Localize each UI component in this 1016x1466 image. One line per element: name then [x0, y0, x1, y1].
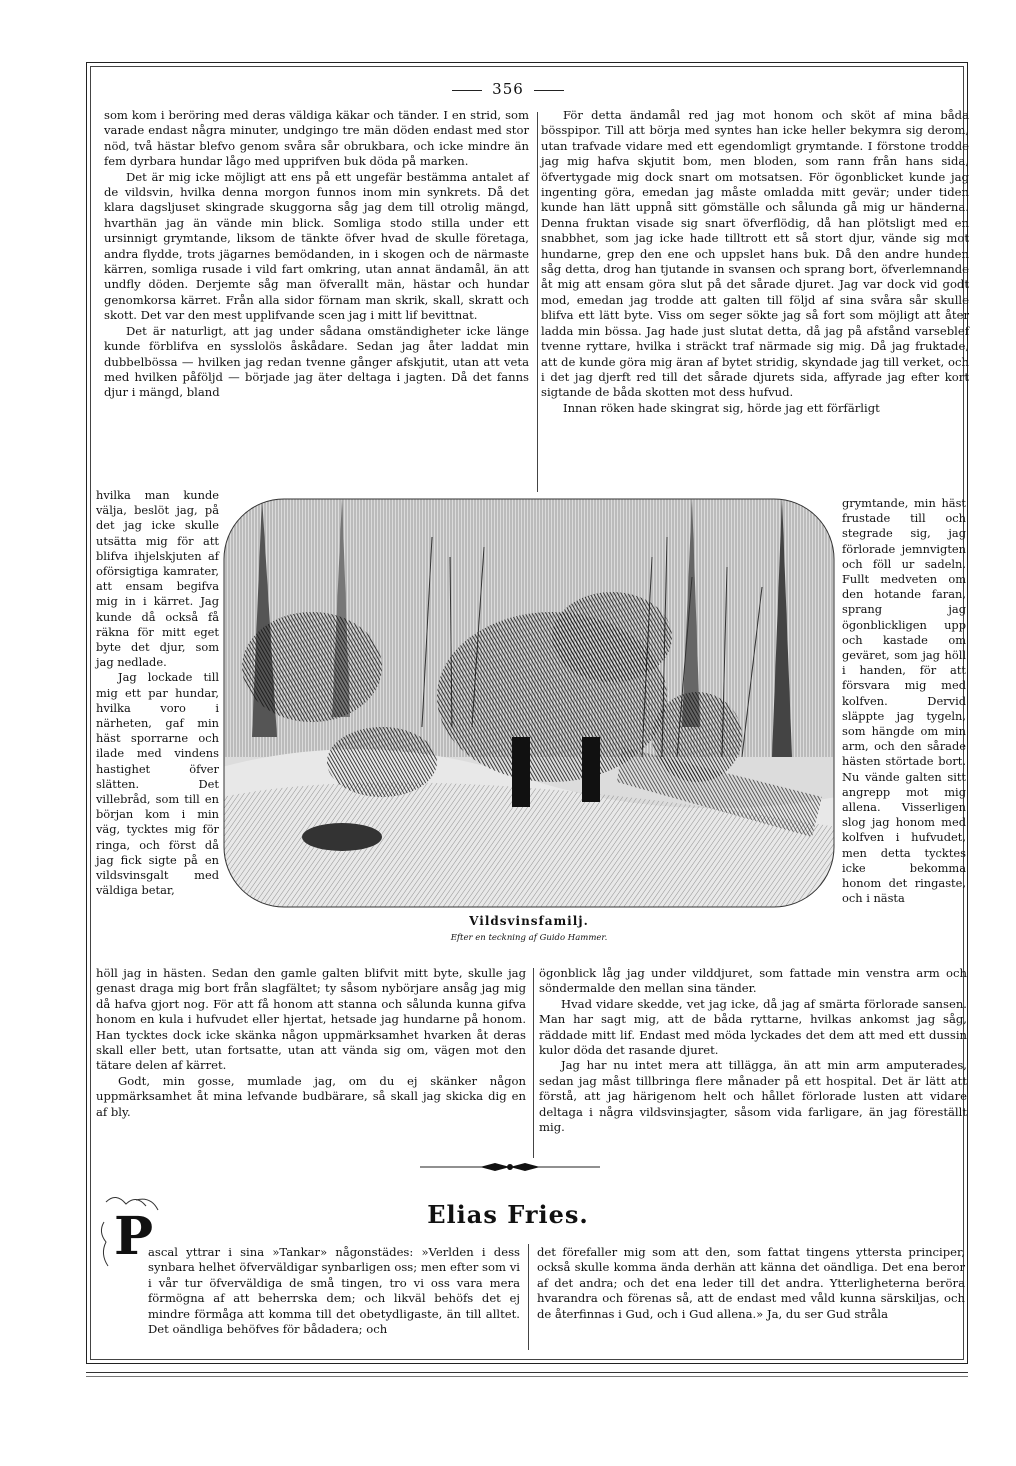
column-divider	[533, 968, 534, 1158]
left-column-bottom	[96, 966, 526, 1120]
svg-text:P: P	[114, 1206, 154, 1267]
article-title: Elias Fries.	[427, 1200, 589, 1229]
article2-right-column	[537, 1245, 965, 1322]
bottom-rule-secondary	[86, 1376, 968, 1377]
right-column-bottom	[539, 966, 967, 1135]
column-divider	[528, 1244, 529, 1350]
paragraph: Innan röken hade skingrat sig, hörde jag ett förfärligt	[563, 400, 880, 415]
paragraph: Det är naturligt, att jag under sådana omständigheter icke länge kunde förblifva en sysslolös åskådare. Sedan jag åter laddat min dubbelbössa — hvilken jag redan tvenne gånger afskjutit, utan att veta med hvilken påföljd — började jag äter deltaga i jagten. Då det fanns djur i mängd, bland	[104, 323, 529, 400]
illustration-caption: Vildsvinsfamilj.	[469, 914, 589, 928]
paragraph: hvilka man kunde välja, beslöt jag, på det jag icke skulle utsätta mig för att blifva ihjelskjuten af oförsigtiga kamrater, att ensam begifva mig in i kärret. Jag kunde då också få räkna för mitt eget byte det djur, som jag nedlade.	[96, 488, 219, 670]
wild-boar-illustration	[222, 497, 836, 909]
section-separator	[420, 1162, 600, 1172]
left-column-narrow	[96, 488, 219, 898]
paragraph: det förefaller mig som att den, som fattat tingens yttersta principer, också skulle komma ända derhän att känna det oändliga. Det ena beror af det andra; och det ena leder till det andra. Ytterligheterna beröra hvarandra och förenas så, att de endast med våld kunna särskiljas, och de återfinnas i Gud, och i Gud allena.» Ja, du ser Gud stråla	[537, 1245, 965, 1321]
right-column-top	[541, 108, 969, 416]
paragraph: För detta ändamål red jag mot honom och sköt af mina båda bösspipor. Till att börja med syntes han icke heller bekymra sig derom, utan trafvade vidare med ett egendomligt grymtande. I förstone trodde jag mig hafva skjutit bom, men bloden, som rann från hans sida, öfvertygade mig dock snart om motsatsen. För ögonblicket kunde jag ingenting göra, emedan jag måste omladda mitt gevär; under tiden kunde han lätt uppnå sitt gömställe och sålunda gå mig ur händerna. Denna fruktan visade sig snart öfverflödig, då han plötsligt med en snabbhet, som jag icke hade tilltrott ett så stort djur, vände sig mot hundarne, grep den ene och uppslet hans buk. Då den andre hunden såg detta, drog han tjutande in svansen och sprang bort, öfverlemnande åt mig att ensam göra slut på det sårade djuret. Jag var dock vid godt mod, emedan jag trodde att galten till följd af sina svåra sår skulle blifva ett lätt byte. Viss om seger sökte jag så fort som möjligt att åter ladda min bössa. Jag hade just slutat detta, då jag på afstånd varseblef tvenne ryttare, hvilka i sträckt traf närmade sig mig. Då jag fruktade, att de kunde göra mig äran af bytet stridig, skyndade jag till verket, och i det jag djerft red till det sårade djurets sida, affyrade jag efter kort sigtande de båda skotten mot dess hufvud.	[541, 108, 969, 400]
illustration-credit	[222, 933, 836, 943]
credit-prefix: Efter en teckning af	[450, 933, 537, 943]
paragraph: Jag har nu intet mera att tillägga, än att min arm amputerades, sedan jag måst tillbringa flere månader på ett hospital. Det är lätt att förstå, att jag härigenom helt och hållet förlorade lusten att vidare deltaga i några vildsvinsjagter, såsom vida farligare, än jag föreställt mig.	[539, 1058, 967, 1135]
right-column-narrow	[842, 496, 966, 906]
paragraph: Det är mig icke möjligt att ens på ett ungefär bestämma antalet af de vildsvin, hvilka denna morgon funnos inom min synkrets. Då det klara dagsljuset skingrade skuggorna såg jag dem till otrolig mängd, hvarthän jag än vände min blick. Somliga stodo stilla under ett ursinnigt grymtande, liksom de tänkte öfver hvad de skulle företaga, andra flydde, trots jägarnes bemödanden, in i skogen och de närmaste kärren, somliga rusade i vild fart omkring, utan annat ändamål, än att undfly döden. Derjemte såg man öfverallt män, hästar och hundar genomkorsa kärret. Från alla sidor förnam man skrik, skall, skratt och skott. Det var den mest upplifvande scen jag i mitt lif bevittnat.	[104, 169, 529, 323]
column-divider	[537, 112, 538, 492]
left-column-top	[104, 108, 529, 401]
paragraph: Godt, min gosse, mumlade jag, om du ej skänker någon uppmärksamhet åt mina lefvande budbärare, så skall jag skicka dig en af bly.	[96, 1073, 526, 1119]
credit-artist: Guido Hammer.	[539, 933, 608, 943]
bottom-rule	[86, 1372, 968, 1373]
paragraph: Jag lockade till mig ett par hundar, hvilka voro i närheten, gaf min häst sporrarne och ilade med vindens hastighet öfver slätten. Det villebråd, som till en början kom i min väg, tycktes mig för ringa, och först då jag fick sigte på en vildsvinsgalt med väldiga betar,	[96, 670, 219, 898]
paragraph: som kom i beröring med deras väldiga käkar och tänder. I en strid, som varade endast några minuter, undgingo tre män döden endast med stor nöd, två hästar blefvo genom svåra sår obrukbara, och icke mindre än fem dyrbara hundar lågo med upprifven buk döda på marken.	[104, 108, 529, 169]
paragraph: grymtande, min häst frustade till och stegrade sig, jag förlorade jemnvigten och föll ur sadeln. Fullt medveten om den hotande faran, sprang jag ögonblickligen upp och kastade om geväret, som jag höll i handen, för att försvara mig med kolfven. Dervid släppte jag tygeln, som hängde om min arm, och den sårade hästen störtade bort. Nu vände galten sitt angrepp mot mig allena. Visserligen slog jag honom med kolfven i hufvudet, men detta tycktes icke bekomma honom det ringaste, och i nästa	[842, 496, 966, 906]
page-number: 356	[0, 80, 1016, 98]
paragraph: Hvad vidare skedde, vet jag icke, då jag af smärta förlorade sansen. Man har sagt mig, att de båda ryttarne, hvilkas ankomst jag såg, räddade mitt lif. Endast med möda lyckades det dem att med ett dussin kulor döda det rasande djuret.	[539, 996, 967, 1058]
paragraph: höll jag in hästen. Sedan den gamle galten blifvit mitt byte, skulle jag genast draga mig bort från slagfältet; ty såsom nybörjare ansåg jag mig då hafva gjort nog. För att få honom att stanna och sålunda kunna gifva honom en kula i hufvudet eller hjertat, hetsade jag hundarne på honom. Han tycktes dock icke skänka någon uppmärksamhet hvarken åt deras skall eller bett, utan fortsatte, utan att vända sig om, vägen mot den tätare delen af kärret.	[96, 966, 526, 1073]
article2-left-column	[148, 1245, 520, 1337]
paragraph: ögonblick låg jag under vilddjuret, som fattade min venstra arm och söndermalde den mellan sina tänder.	[539, 966, 967, 996]
paragraph: ascal yttrar i sina »Tankar» någonstädes: »Verlden i dess synbara helhet öfverväldigar synbarligen oss; men efter som vi i vår tur öfverväldiga de små tingen, tro vi oss vara mera förmögna af att beherrska dem; och likväl behöfs det ej mindre förmåga att komma till det obetydligaste, än till alltet. Det oändliga behöfves för bådadera; och	[148, 1245, 520, 1337]
